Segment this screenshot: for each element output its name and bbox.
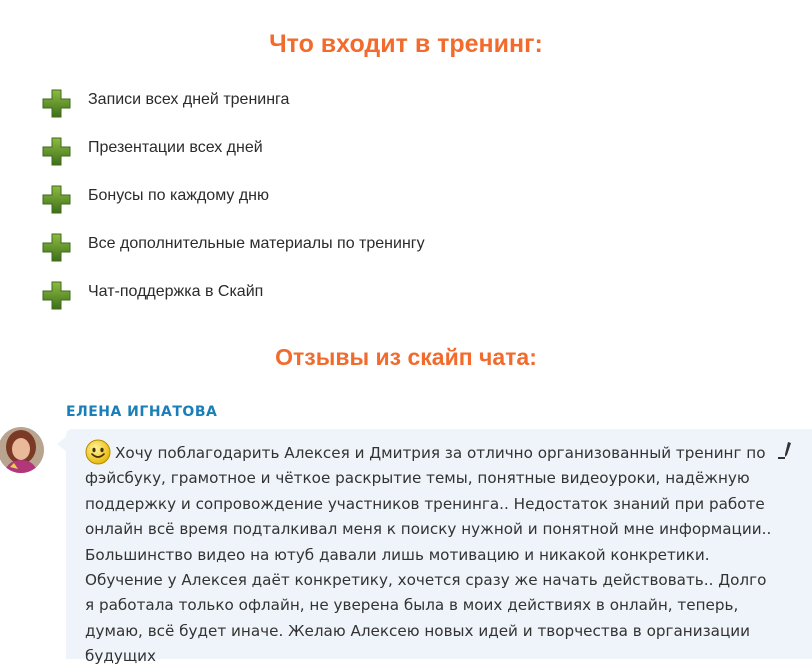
plus-icon [42, 233, 71, 262]
included-heading: Что входит в тренинг: [269, 30, 543, 58]
list-item-label: Все дополнительные материалы по тренингу [88, 235, 425, 252]
review-message [85, 439, 775, 670]
list-item [42, 182, 425, 230]
plus-icon [42, 281, 71, 310]
plus-icon [42, 89, 71, 118]
list-item [42, 230, 425, 278]
review-author: ЕЛЕНА ИГНАТОВА [66, 404, 218, 420]
plus-icon [42, 185, 71, 214]
list-item [42, 86, 425, 134]
list-item [42, 134, 425, 182]
bubble-tail [57, 436, 67, 452]
review-message-text: Хочу поблагодарить Алексея и Дмитрия за отлично организованный тренинг по фэйсбуку, грамотное и чёткое раскрытие темы, понятные видеоуроки, надёжную поддержку и сопровождение участников тренинга.. Недостаток знаний при работе онлайн всё время подталкивал меня к поиску нужной и понятной мне информации.. Большинство видео на ютуб давали лишь мотивацию и никакой конкретики. Обучение у Алексея даёт конкретику, хочется сразу же начать действовать.. Долго я работала только офлайн, не уверена была в моих действиях в онлайн, теперь, думаю, всё будет иначе. Желаю Алексею новых идей и творчества в организации будущих [85, 444, 772, 666]
list-item [42, 278, 425, 326]
plus-icon [42, 137, 71, 166]
edit-icon[interactable] [776, 440, 796, 460]
list-item-label: Бонусы по каждому дню [88, 187, 269, 204]
list-item-label: Записи всех дней тренинга [88, 91, 290, 108]
avatar [0, 427, 44, 473]
list-item-label: Презентации всех дней [88, 139, 263, 156]
reviews-heading: Отзывы из скайп чата: [275, 344, 537, 370]
list-item-label: Чат-поддержка в Скайп [88, 283, 264, 300]
included-list [42, 86, 425, 326]
smiley-icon [85, 439, 111, 465]
